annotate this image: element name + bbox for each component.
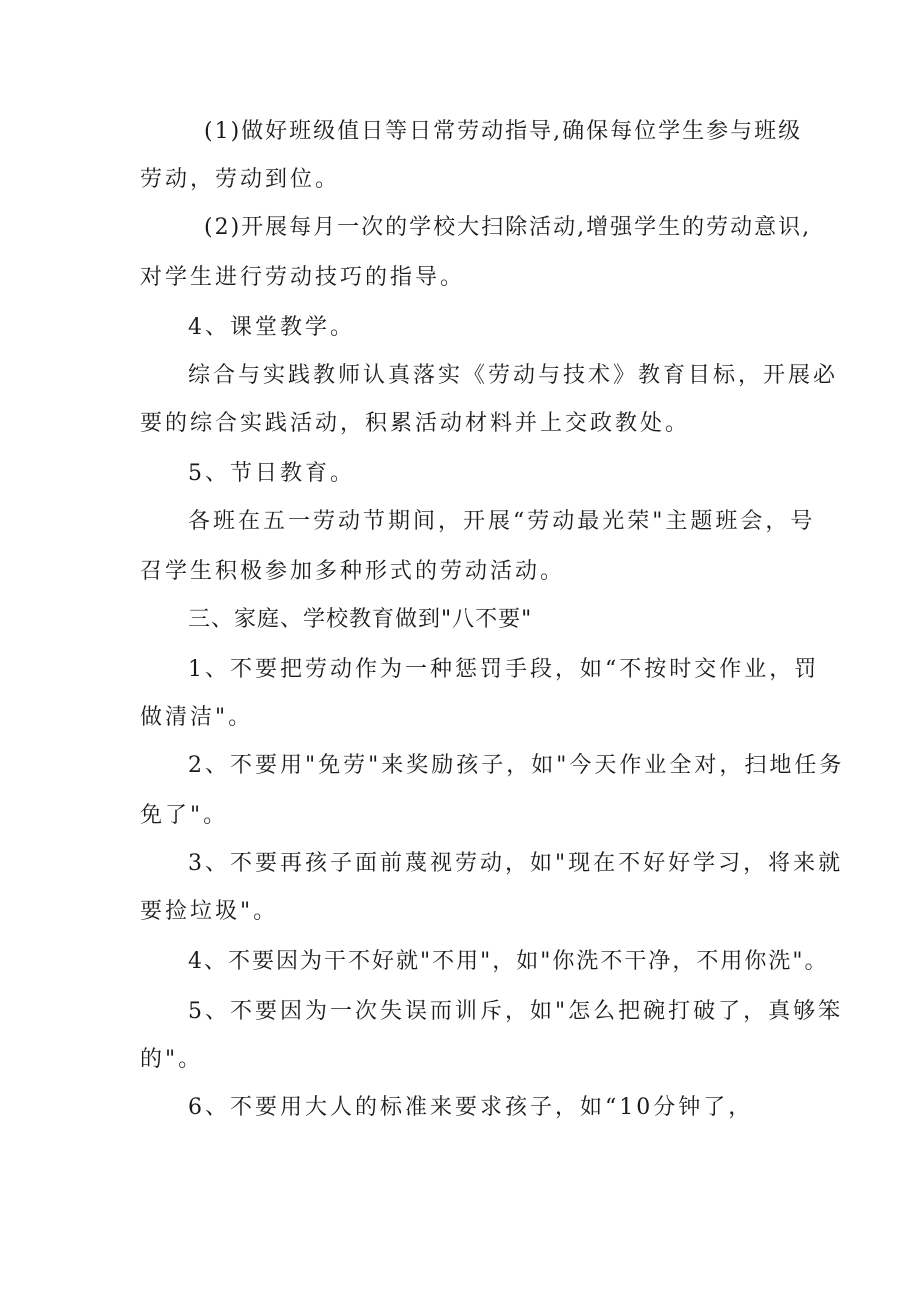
section-heading: 三、家庭、学校教育做到"八不要" — [188, 607, 533, 632]
list-item: 2、不要用"免劳"来奖励孩子，如"今天作业全对，扫地任务 — [188, 753, 845, 778]
list-item-continuation: 要捡垃圾"。 — [140, 899, 279, 924]
list-item: 5、不要因为一次失误而训斥，如"怎么把碗打破了，真够笨 — [188, 999, 844, 1024]
paragraph-line: (2)开展每月一次的学校大扫除活动,增强学生的劳动意识, — [204, 215, 812, 240]
paragraph-line: 劳动，劳动到位。 — [140, 167, 341, 192]
list-item-continuation: 做清洁"。 — [140, 705, 254, 730]
paragraph-line: (1)做好班级值日等日常劳动指导,确保每位学生参与班级 — [204, 119, 803, 144]
list-item: 1、不要把劳动作为一种惩罚手段，如“不按时交作业，罚 — [188, 657, 820, 682]
paragraph-line: 各班在五一劳动节期间，开展“劳动最光荣"主题班会，号 — [188, 509, 816, 534]
list-item-continuation: 的"。 — [140, 1047, 204, 1072]
paragraph-line: 召学生积极参加多种形式的劳动活动。 — [140, 559, 566, 584]
list-item: 6、不要用大人的标准来要求孩子，如“10分钟了， — [188, 1095, 754, 1120]
list-item-continuation: 免了"。 — [140, 803, 229, 828]
list-item: 4、不要因为干不好就"不用"，如"你洗不干净，不用你洗"。 — [188, 949, 829, 974]
list-item: 3、不要再孩子面前蔑视劳动，如"现在不好好学习，将来就 — [188, 851, 844, 876]
section-heading: 5、节日教育。 — [188, 461, 355, 486]
section-heading: 4、课堂教学。 — [188, 315, 355, 340]
paragraph-line: 综合与实践教师认真落实《劳动与技术》教育目标，开展必 — [188, 363, 839, 388]
paragraph-line: 要的综合实践活动，积累活动材料并上交政教处。 — [140, 411, 691, 436]
paragraph-line: 对学生进行劳动技巧的指导。 — [140, 265, 466, 290]
